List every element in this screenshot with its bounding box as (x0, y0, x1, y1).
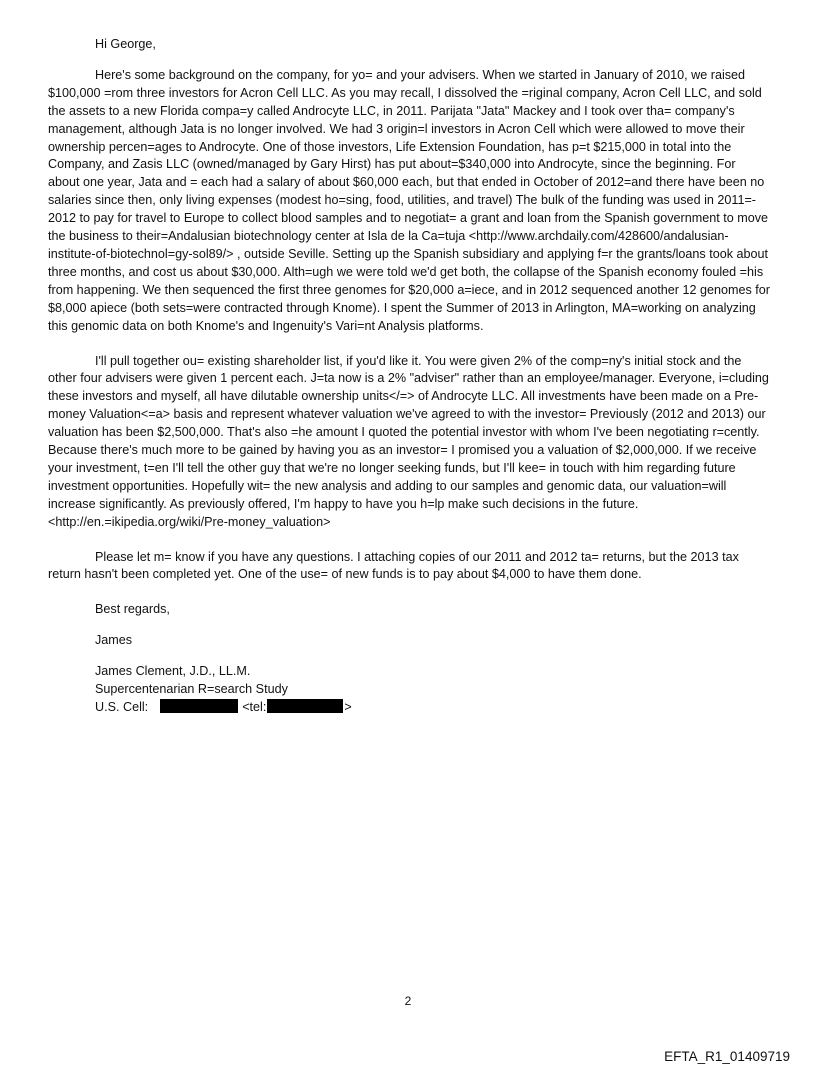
signoff: James (95, 633, 133, 648)
signature-name: James Clement, J.D., LL.M. (95, 664, 251, 679)
tel-close: > (344, 700, 352, 714)
paragraph-background: Here's some background on the company, for yo= and your advisers. When we started in January of 2010, we raised $100,000 =rom three investors for Acron Cell LLC. As you may recall, I dissolved the =riginal company, Acron Cell LLC, and sold the assets to a new Florida compa=y called Androcyte LLC, in 2011. Parijata "Jata" Mackey and I took over tha= company's management, although Jata is no longer involved. We had 3 origin=l investors in Acron Cell which were allowed to move their ownership percen=ages to Androcyte. One of those investors, Life Extension Foundation, has p=t $215,000 in total into the Company, and Zasis LLC (owned/managed by Gary Hirst) has put about=$340,000 into Androcyte, since the beginning. For about one year, Jata and = each had a salary of about $60,000 each, but that ended in October of 2012=and there have been no salaries since then, only living expenses (modest ho=sing, food, utilities, and travel) The bulk of the funding was used in 2011=- 2012 to pay for travel to Europe to collect blood samples and to negotiat= a grant and loan from the Spanish government to move the business to their=Andalusian biotechnology center at Isla de la Ca=tuja <http://www.archdaily.com/428600/andalusian-institute-of-biotechnol=gy-sol89/> , outside Seville. Setting up the Spanish subsidiary and applying f=r the grants/loans took about three months, and cost us about $30,000. Alth=ugh we were told we'd get both, the collapse of the Spanish economy fouled =his from happening. We then sequenced the first three genomes for $20,000 a=iece, and in 2012 sequenced another 12 genomes for $8,000 apiece (both sets=were contracted through Knome). I spent the Summer of 2013 in Arlington, MA=working on analyzing this genomic data on both Knome's and Ingenuity's Vari=nt Analysis platforms. (48, 67, 770, 333)
redaction-box (267, 699, 343, 713)
cell-label: U.S. Cell: (95, 700, 149, 714)
paragraph-questions: Please let m= know if you have any questions. I attaching copies of our 2011 and 2012 ta= returns, but the 2013 tax return hasn't been completed yet. One of the use= of new funds is to pay about $4,000 to have them done. (48, 549, 739, 582)
redaction-box (160, 699, 238, 713)
paragraph-shareholders: I'll pull together ou= existing shareholder list, if you'd like it. You were given 2% of the comp=ny's initial stock and the other four advisers were given 1 percent each. J=ta now is a 2% "adviser" rather than an employee/manager. Everyone, i=cluding these investors and myself, all have dilutable ownership units</=> of Androcyte LLC. All investments have been made on a Pre-money Valuation<=a> basis and represent whatever valuation we've agreed to with the investor= Previously (2012 and 2013) our valuation has been $2,500,000. That's also =he amount I quoted the potential investor with whom I've been negotiating r=cently. Because there's much more to be gained by having you as an investor= I promised you a valuation of $2,000,000. If we receive your investment, t=en I'll tell the other guy that we're no longer seeking funds, but I'll kee= in touch with him regarding future investment opportunities. Hopefully wit= the new analysis and adding to our samples and genomic data, our valuation=will increase significantly. As previously offered, I'm happy to have you h=lp make such decisions in the future. <http://en.=ikipedia.org/wiki/Pre-money_valuation> (48, 353, 769, 529)
closing: Best regards, (95, 602, 170, 617)
page-number: 2 (404, 994, 412, 1008)
document-id: EFTA_R1_01409719 (664, 1049, 790, 1064)
signature-block (95, 663, 770, 717)
letter-body (48, 36, 770, 717)
signature-org: Supercentenarian R=search Study (95, 682, 288, 697)
greeting: Hi George, (95, 37, 156, 51)
signature-cell (95, 699, 770, 717)
tel-open: <tel: (242, 700, 267, 714)
